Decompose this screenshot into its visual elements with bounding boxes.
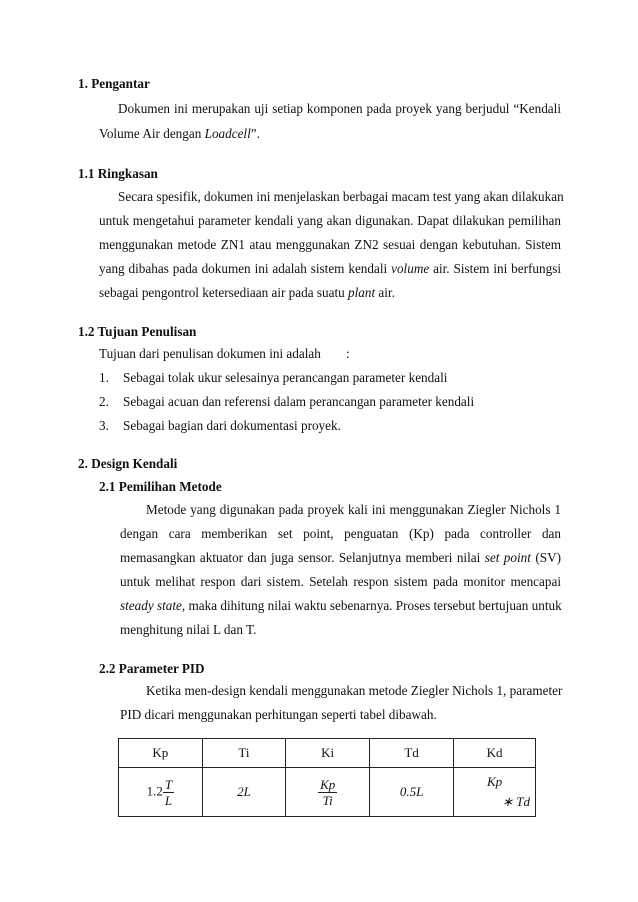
cell-ti-formula: 2L: [202, 768, 286, 817]
sec21-line-1: Metode yang digunakan pada proyek kali ini menggunakan Ziegler Nichols 1: [146, 502, 561, 517]
cell-kp-formula: 1.2 $\frac{T}{L}$: [119, 768, 203, 817]
sec22-line-1: Ketika men-design kendali menggunakan metode Ziegler Nichols 1, parameter: [146, 683, 563, 698]
section-2-2-heading: 2.2 Parameter PID: [99, 661, 205, 676]
sec22-line-2: PID dicari menggunakan perhitungan seperti tabel dibawah.: [120, 707, 437, 722]
list-item: 3. Sebagai bagian dari dokumentasi proyek.: [99, 418, 341, 433]
header-kp: Kp: [119, 739, 203, 768]
cell-ki-formula: $\frac{Kp}{Ti}$: [286, 768, 370, 817]
sec12-intro-colon: :: [346, 346, 350, 361]
sec1-paragraph-line-1: Dokumen ini merupakan uji setiap komponen pada proyek yang berjudul “Kendali: [118, 101, 561, 116]
header-ki: Ki: [286, 739, 370, 768]
header-kd: Kd: [454, 739, 536, 768]
header-ti: Ti: [202, 739, 286, 768]
list-item: 2. Sebagai acuan dan referensi dalam perancangan parameter kendali: [99, 394, 475, 409]
cell-kd-formula: Kp ∗ Td: [454, 768, 536, 817]
sec21-line-4: untuk melihat respon dari sistem. Setelah respon sistem pada monitor mencapai: [120, 574, 561, 589]
sec21-line-2: dengan cara memberikan set point, penguatan (Kp) pada controller dan: [120, 526, 561, 541]
sec21-line-6: menghitung nilai L dan T.: [120, 622, 257, 637]
cell-td-formula: 0.5L: [370, 768, 454, 817]
section-2-1-heading: 2.1 Pemilihan Metode: [99, 479, 222, 494]
section-2-heading: 2. Design Kendali: [78, 456, 178, 471]
sec11-line-3: menggunakan metode ZN1 atau menggunakan ZN2 sesuai dengan kebutuhan. Sistem: [99, 237, 561, 252]
pid-parameter-table: [118, 738, 536, 817]
section-1-heading: 1. Pengantar: [78, 76, 150, 91]
sec1-paragraph-line-2: Volume Air dengan Loadcell”.: [99, 126, 260, 141]
sec11-line-1: Secara spesifik, dokumen ini menjelaskan berbagai macam test yang akan dilakukan: [118, 189, 564, 204]
sec11-line-2: untuk mengetahui parameter kendali yang akan digunakan. Dapat dilakukan pemilihan: [99, 213, 561, 228]
sec11-line-5: sebagai pengontrol ketersediaan air pada suatu plant air.: [99, 285, 395, 300]
header-td: Td: [370, 739, 454, 768]
section-1-1-heading: 1.1 Ringkasan: [78, 166, 158, 181]
section-1-2-heading: 1.2 Tujuan Penulisan: [78, 324, 197, 339]
sec12-intro: Tujuan dari penulisan dokumen ini adalah: [99, 346, 321, 361]
table-row: [119, 768, 536, 817]
sec11-line-4: yang dibahas pada dokumen ini adalah sistem kendali volume air. Sistem ini berfungsi: [99, 261, 561, 276]
sec21-line-3: memasangkan aktuator dan juga sensor. Selanjutnya memberi nilai set point (SV): [120, 550, 561, 565]
list-item: 1. Sebagai tolak ukur selesainya perancangan parameter kendali: [99, 370, 448, 385]
table-header-row: [119, 739, 536, 768]
sec21-line-5: steady state, maka dihitung nilai waktu sebenarnya. Proses tersebut bertujuan untuk: [120, 598, 562, 613]
